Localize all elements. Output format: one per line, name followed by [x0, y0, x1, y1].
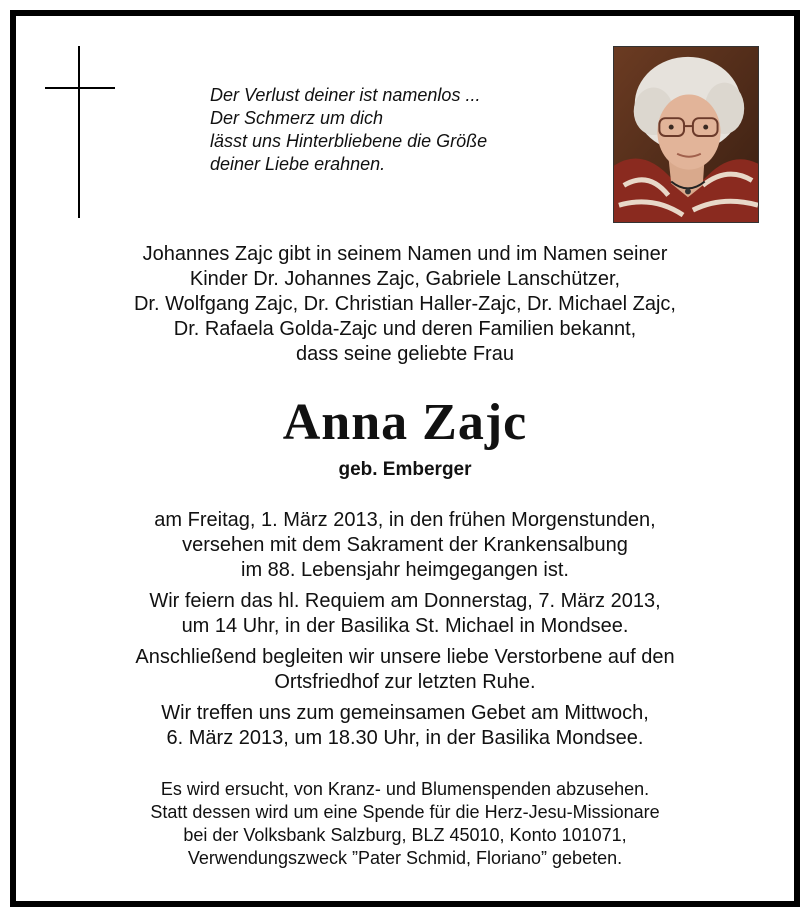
quote-line: lässt uns Hinterbliebene die Größe	[210, 131, 488, 151]
donation-line: Statt dessen wird um eine Spende für die Herz-Jesu-Missionare	[150, 802, 660, 822]
memorial-quote	[210, 84, 600, 176]
requiem-line: Wir feiern das hl. Requiem am Donnerstag, 7. März 2013,	[149, 590, 661, 612]
intro-line: Dr. Wolfgang Zajc, Dr. Christian Haller-Zajc, Dr. Michael Zajc,	[133, 293, 676, 315]
quote-line: deiner Liebe erahnen.	[210, 154, 386, 174]
portrait-photo	[613, 46, 759, 223]
quote-line: Der Verlust deiner ist namenlos ...	[210, 85, 481, 105]
deceased-name: Anna Zajc	[282, 394, 528, 451]
death-line: im 88. Lebensjahr heimgegangen ist.	[241, 559, 569, 581]
maiden-name: geb. Emberger	[338, 459, 472, 480]
burial-line: Ortsfriedhof zur letzten Ruhe.	[274, 671, 536, 693]
death-line: versehen mit dem Sakrament der Krankensalbung	[182, 534, 628, 556]
intro-line: Dr. Rafaela Golda-Zajc und deren Familien bekannt,	[173, 318, 637, 340]
cross-icon-bar	[45, 87, 115, 89]
donation-line: Es wird ersucht, von Kranz- und Blumenspenden abzusehen.	[160, 779, 650, 799]
intro-line: dass seine geliebte Frau	[296, 343, 514, 365]
portrait-image	[614, 47, 758, 222]
donation-line: bei der Volksbank Salzburg, BLZ 45010, Konto 101071,	[183, 825, 627, 845]
donation-note	[20, 778, 790, 870]
death-line: am Freitag, 1. März 2013, in den frühen Morgenstunden,	[154, 509, 656, 531]
intro-line: Kinder Dr. Johannes Zajc, Gabriele Lanschützer,	[189, 268, 621, 290]
quote-line: Der Schmerz um dich	[210, 108, 384, 128]
burial-line: Anschließend begleiten wir unsere liebe Verstorbene auf den	[135, 646, 675, 668]
requiem-line: um 14 Uhr, in der Basilika St. Michael in Mondsee.	[181, 615, 629, 637]
cross-icon	[78, 46, 80, 218]
donation-line: Verwendungszweck ”Pater Schmid, Floriano” gebeten.	[187, 848, 623, 868]
intro-line: Johannes Zajc gibt in seinem Namen und im Namen seiner	[142, 243, 668, 265]
prayer-line: Wir treffen uns zum gemeinsamen Gebet am Mittwoch,	[161, 702, 649, 724]
prayer-line: 6. März 2013, um 18.30 Uhr, in der Basilika Mondsee.	[166, 727, 644, 749]
announcement-text	[20, 242, 790, 367]
service-details	[20, 508, 790, 751]
